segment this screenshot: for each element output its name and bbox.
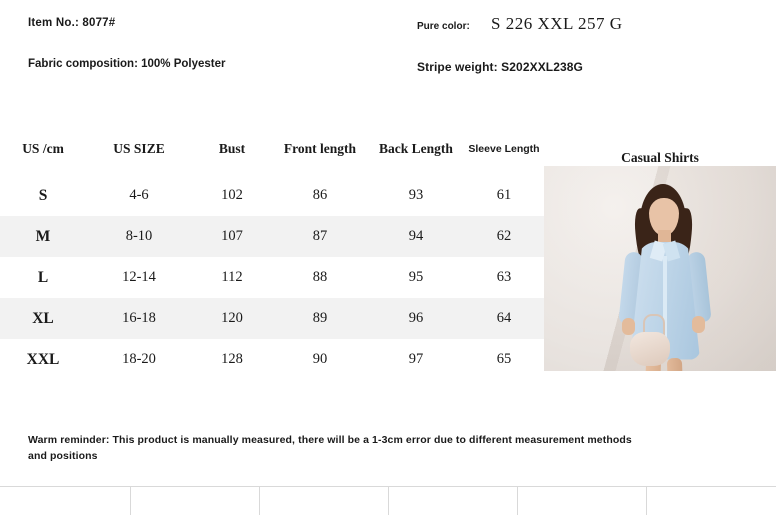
grid-divider [646,487,647,515]
column-header-casual-shirts: Casual Shirts [621,149,699,165]
product-image-holder [544,166,776,371]
column-header-front-length: Front length [283,140,357,156]
cell-back-length: 96 [368,298,464,339]
cell-front-length: 87 [272,216,368,257]
cell-size: M [0,216,86,257]
cell-size: XL [0,298,86,339]
product-info-block [0,0,776,122]
cell-sleeve-length: 61 [496,187,512,203]
cell-sleeve-length: 65 [496,351,512,367]
cell-bust: 120 [192,298,272,339]
cell-sleeve-length: 64 [464,298,544,339]
grid-divider [517,487,518,515]
size-table [0,122,776,380]
pure-color-value: S 226 XXL 257 G [491,14,623,33]
model-photo [544,166,776,371]
handbag [630,332,670,366]
grid-divider [130,487,131,515]
item-number: Item No.: 8077# [28,17,116,29]
cell-size: S [38,186,48,204]
cell-front-length: 89 [272,298,368,339]
hand-left [622,318,635,335]
cell-back-length: 94 [368,216,464,257]
stripe-weight: Stripe weight: S202XXL238G [417,60,583,74]
fabric-composition: Fabric composition: 100% Polyester [28,58,226,70]
warm-reminder-note: Warm reminder: This product is manually measured, there will be a 1-3cm error due to different measurement methods and positions [28,434,632,462]
cell-us-size: 16-18 [86,298,192,339]
cell-bust: 102 [221,187,243,203]
cell-front-length: 90 [312,351,328,367]
cell-bust: 128 [221,351,243,367]
cell-us-size: 8-10 [86,216,192,257]
column-header-us-size: US SIZE [113,140,165,156]
size-table-wrap [0,122,776,380]
hand-right [692,316,705,333]
cell-bust: 107 [192,216,272,257]
cell-back-length: 95 [408,269,424,285]
cell-back-length: 97 [408,351,424,367]
cell-size: L [37,268,49,286]
cell-bust: 112 [221,269,243,285]
product-image-cell [544,122,776,380]
bottom-grid-band [0,486,776,515]
grid-divider [259,487,260,515]
pure-color-label: Pure color: [417,21,470,32]
cell-size: XXL [26,350,60,368]
cell-sleeve-length: 63 [496,269,512,285]
cell-us-size: 18-20 [122,351,156,367]
cell-front-length: 86 [312,187,328,203]
column-header-us-cm: US /cm [22,140,64,156]
cell-us-size: 4-6 [129,187,149,203]
cell-us-size: 12-14 [122,269,156,285]
cell-back-length: 93 [408,187,424,203]
table-header-row [0,122,776,175]
column-header-sleeve-length: Sleeve Length [468,142,540,155]
column-header-back-length: Back Length [379,140,453,156]
cell-sleeve-length: 62 [464,216,544,257]
grid-divider [388,487,389,515]
column-header-bust: Bust [218,140,246,156]
cell-front-length: 88 [312,269,328,285]
